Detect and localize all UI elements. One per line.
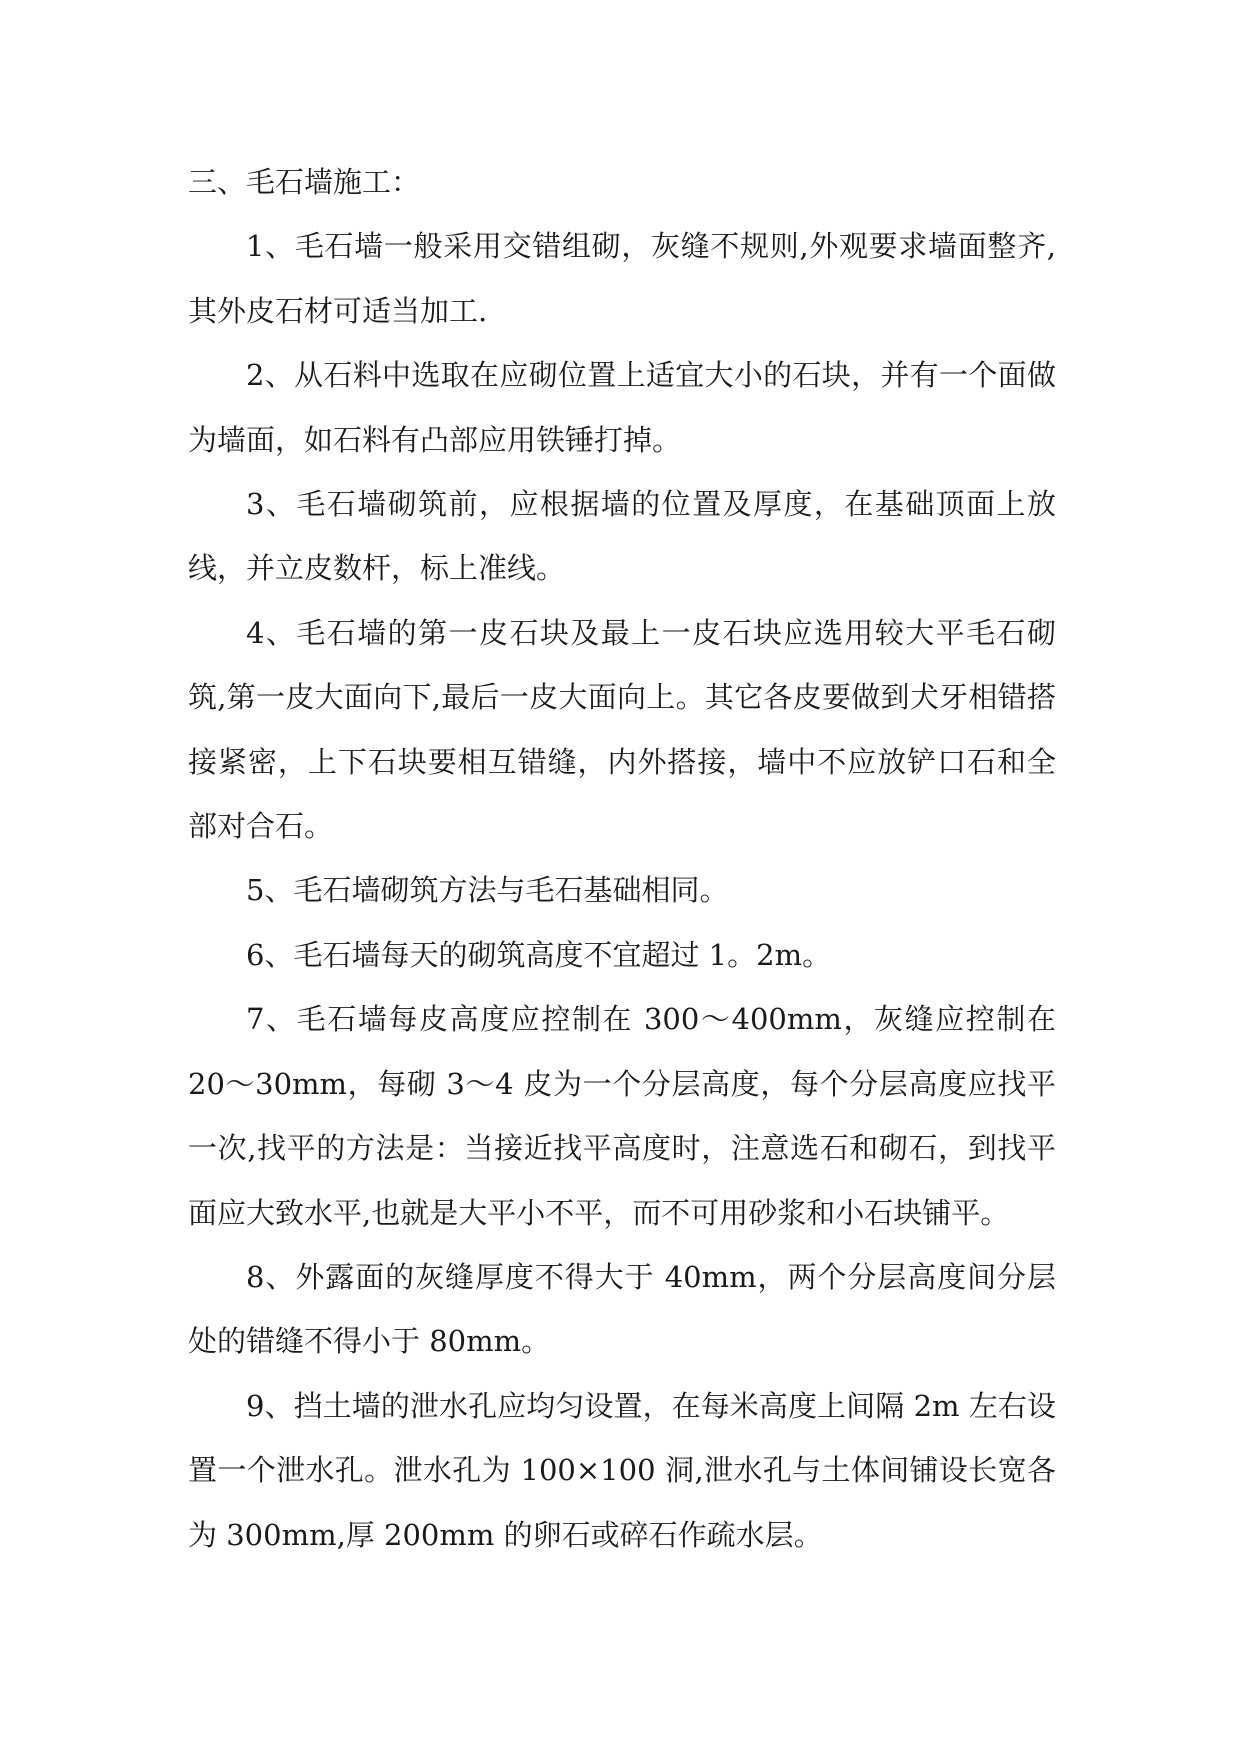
paragraph-9: 9、挡土墙的泄水孔应均匀设置，在每米高度上间隔 2m 左右设置一个泄水孔。泄水孔为 100×100 洞,泄水孔与土体间铺设长宽各为 300mm,厚 200mm 的卵石或碎石作疏水层。 bbox=[188, 1388, 1056, 1552]
section-heading: 三、毛石墙施工： bbox=[188, 165, 421, 199]
paragraph-6: 6、毛石墙每天的砌筑高度不宜超过 1。2m。 bbox=[246, 937, 832, 972]
paragraph-4: 4、毛石墙的第一皮石块及最上一皮石块应选用较大平毛石砌筑,第一皮大面向下,最后一皮大面向上。其它各皮要做到犬牙相错搭接紧密，上下石块要相互错缝，内外搭接，墙中不应放铲口石和全部对合石。 bbox=[188, 615, 1056, 844]
paragraph-5: 5、毛石墙砌筑方法与毛石基础相同。 bbox=[246, 873, 729, 908]
paragraph-3: 3、毛石墙砌筑前，应根据墙的位置及厚度，在基础顶面上放线，并立皮数杆，标上准线。 bbox=[188, 487, 1056, 586]
document-body bbox=[188, 150, 1056, 1567]
paragraph-8: 8、外露面的灰缝厚度不得大于 40mm，两个分层高度间分层处的错缝不得小于 80mm。 bbox=[188, 1259, 1056, 1359]
paragraph-1: 1、毛石墙一般采用交错组砌，灰缝不规则,外观要求墙面整齐,其外皮石材可适当加工. bbox=[188, 229, 1056, 328]
paragraph-2: 2、从石料中选取在应砌位置上适宜大小的石块，并有一个面做为墙面，如石料有凸部应用铁锤打掉。 bbox=[188, 358, 1056, 457]
paragraph-7: 7、毛石墙每皮高度应控制在 300～400mm，灰缝应控制在 20～30mm，每砌 3～4 皮为一个分层高度，每个分层高度应找平一次,找平的方法是：当接近找平高度时，注意选石和砌石，到找平面应大致水平,也就是大平小不平，而不可用砂浆和小石块铺平。 bbox=[188, 1002, 1056, 1230]
